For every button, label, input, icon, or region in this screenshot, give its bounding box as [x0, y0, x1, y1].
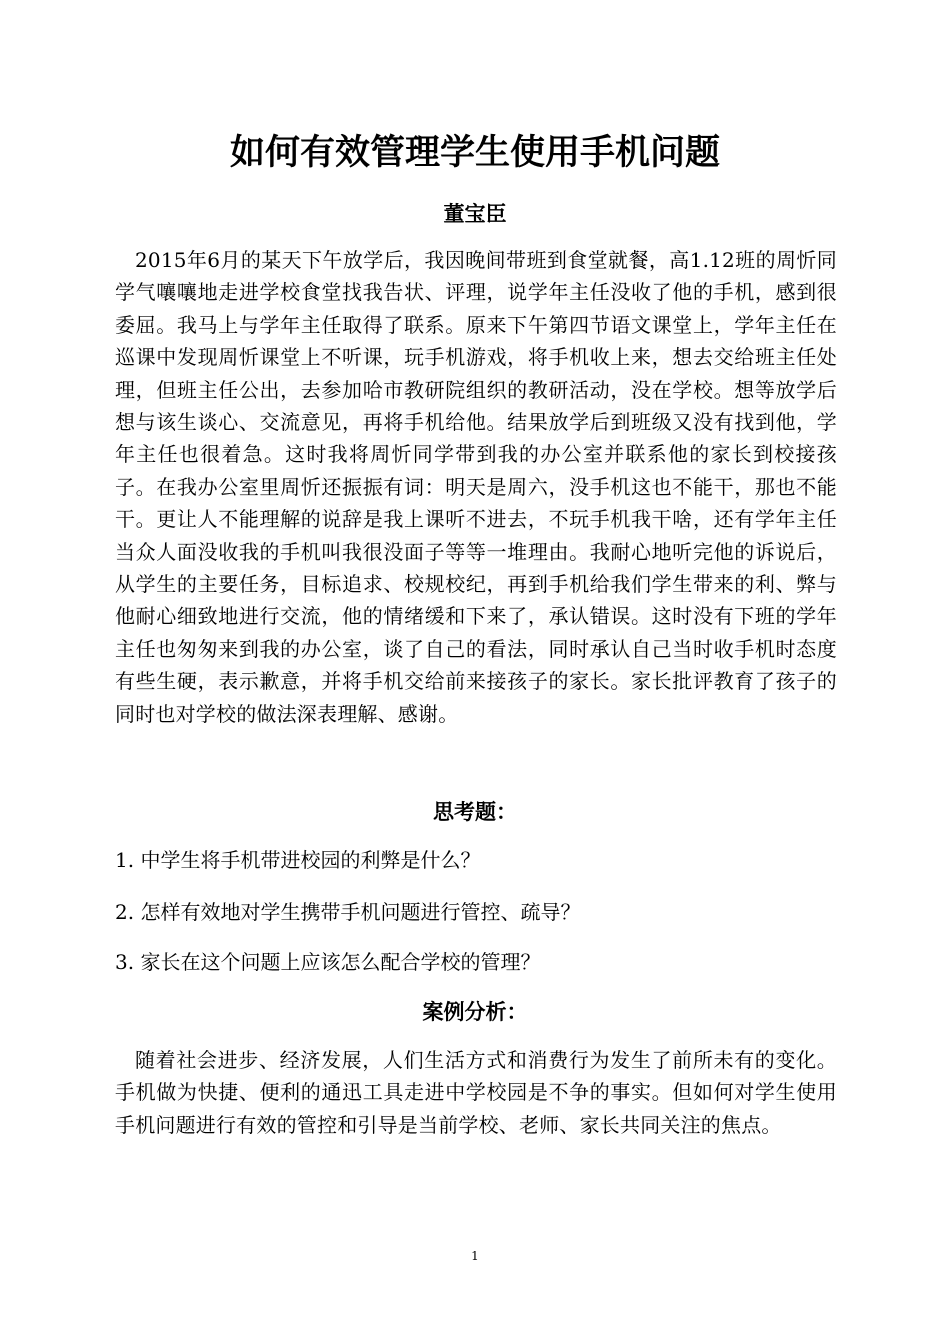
- analysis-paragraph: 随着社会进步、经济发展，人们生活方式和消费行为发生了前所未有的变化。手机做为快捷、便利的通迅工具走进中学校园是不争的事实。但如何对学生使用手机问题进行有效的管控和引导是当前学校、老师、家长共同关注的焦点。: [115, 1048, 837, 1137]
- page-number: 1: [471, 1249, 479, 1263]
- document-title: 如何有效管理学生使用手机问题: [229, 133, 720, 173]
- case-paragraph: 2015年6月的某天下午放学后，我因晚间带班到食堂就餐，高1.12班的周忻同学气嚷嚷地走进学校食堂找我告状、评理，说学年主任没收了他的手机，感到很委屈。我马上与学年主任取得了联系。原来下午第四节语文课堂上，学年主任在巡课中发现周忻课堂上不听课，玩手机游戏，将手机收上来，想去交给班主任处理，但班主任公出，去参加哈市教研院组织的教研活动，没在学校。想等放学后想与该生谈心、交流意见，再将手机给他。结果放学后到班级又没有找到他，学年主任也很着急。这时我将周忻同学带到我的办公室并联系他的家长到校接孩子。在我办公室里周忻还振振有词：明天是周六，没手机这也不能干，那也不能干。更让人不能理解的说辞是我上课听不进去，不玩手机我干啥，还有学年主任当众人面没收我的手机叫我很没面子等等一堆理由。我耐心地听完他的诉说后，从学生的主要任务，目标追求、校规校纪，再到手机给我们学生带来的利、弊与他耐心细致地进行交流，他的情绪缓和下来了，承认错误。这时没有下班的学年主任也匆匆来到我的办公室，谈了自己的看法，同时承认自己当时收手机时态度有些生硬，表示歉意，并将手机交给前来接孩子的家长。家长批评教育了孩子的同时也对学校的做法深表理解、感谢。: [115, 248, 837, 726]
- question-item: 1. 中学生将手机带进校园的利弊是什么？: [115, 848, 481, 872]
- questions-heading: 思考题：: [433, 800, 517, 824]
- author-name: 董宝臣: [443, 202, 507, 226]
- analysis-heading: 案例分析：: [422, 1000, 528, 1024]
- question-item: 2. 怎样有效地对学生携带手机问题进行管控、疏导？: [115, 900, 581, 924]
- question-item: 3. 家长在这个问题上应该怎么配合学校的管理？: [115, 950, 541, 974]
